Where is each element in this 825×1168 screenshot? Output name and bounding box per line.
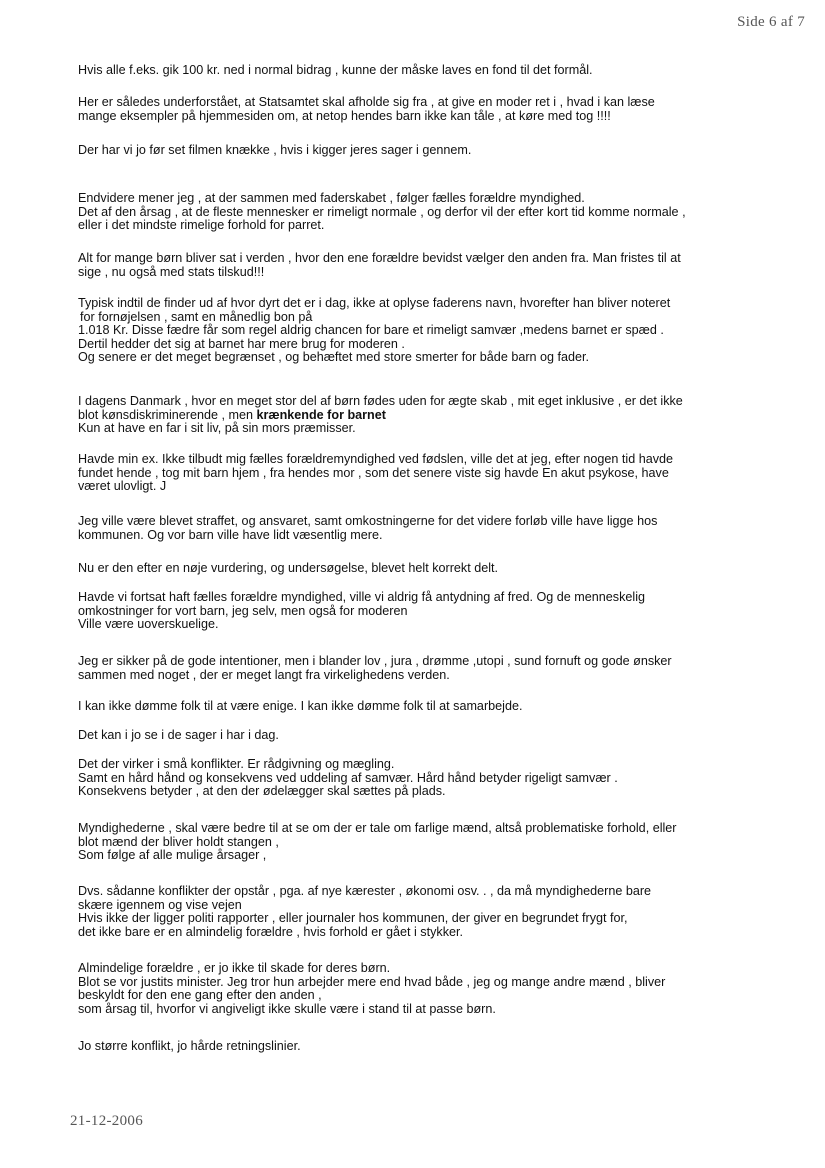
- paragraph: [78, 1040, 301, 1054]
- text-line: kommunen. Og vor barn ville have lidt væsentlig mere.: [78, 527, 383, 542]
- text-line: Myndighederne , skal være bedre til at se om der er tale om farlige mænd, altså problematiske forhold, eller: [78, 821, 677, 835]
- text-line: Det af den årsag , at de fleste mennesker er rimeligt normale , og derfor vil der efter kort tid komme normale ,: [78, 204, 686, 219]
- text-line: Dertil hedder det sig at barnet har mere brug for moderen .: [78, 336, 405, 351]
- paragraph: [78, 144, 471, 158]
- paragraph: [78, 297, 670, 365]
- paragraph: [78, 192, 686, 233]
- paragraph: [78, 453, 673, 494]
- text-line: omkostninger for vort barn, jeg selv, men også for moderen: [78, 603, 408, 618]
- text-line: skære igennem og vise vejen: [78, 897, 242, 912]
- text-line: I dagens Danmark , hvor en meget stor del af børn fødes uden for ægte skab , mit eget inklusive , er det ikke: [78, 394, 683, 408]
- text-line: Nu er den efter en nøje vurdering, og undersøgelse, blevet helt korrekt delt.: [78, 561, 499, 575]
- text-line: 1.018 Kr. Disse fædre får som regel aldrig chancen for bare et rimeligt samvær ,medens barnet er spæd .: [78, 323, 664, 337]
- paragraph: [78, 591, 645, 632]
- text-line: Havde min ex. Ikke tilbudt mig fælles forældremyndighed ved fødslen, ville det at jeg, efter nogen tid havde: [78, 452, 674, 466]
- footer-date: 21-12-2006: [70, 1113, 143, 1129]
- paragraph: [78, 395, 683, 436]
- text-line: været ulovligt. J: [78, 479, 167, 493]
- text-line: Der har vi jo før set filmen knække , hvis i kigger jeres sager i gennem.: [78, 143, 472, 157]
- paragraph: [78, 64, 593, 78]
- text-line: Det der virker i små konflikter. Er rådgivning og mægling.: [78, 757, 395, 771]
- text-line: Hvis alle f.eks. gik 100 kr. ned i normal bidrag , kunne der måske laves en fond til det formål.: [78, 63, 593, 77]
- paragraph: [78, 822, 677, 863]
- text-line: Blot se vor justits minister. Jeg tror hun arbejder mere end hvad både , jeg og mange andre mænd , bliver: [78, 974, 666, 989]
- text-line: Endvidere mener jeg , at der sammen med faderskabet , følger fælles forældre myndighed.: [78, 191, 585, 205]
- text-line: eller i det mindste rimelige forhold for parret.: [78, 218, 325, 232]
- text-line: Jeg ville være blevet straffet, og ansvaret, samt omkostningerne for det videre forløb ville have ligge hos: [78, 514, 658, 528]
- text-line: Jeg er sikker på de gode intentioner, men i blander lov , jura , drømme ,utopi , sund fornuft og gode ønsker: [78, 654, 672, 668]
- text-line: I kan ikke dømme folk til at være enige. I kan ikke dømme folk til at samarbejde.: [78, 699, 523, 713]
- text-line: Her er således underforstået, at Statsamtet skal afholde sig fra , at give en moder ret i , hvad i kan læse: [78, 95, 655, 109]
- text-line: Hvis ikke der ligger politi rapporter , eller journaler hos kommunen, der giver en begrundet frygt for,: [78, 911, 628, 925]
- text-line: Typisk indtil de finder ud af hvor dyrt det er i dag, ikke at oplyse faderens navn, hvorefter han bliver noteret: [78, 296, 671, 310]
- text-line: Konsekvens betyder , at den der ødelægger skal sættes på plads.: [78, 784, 446, 798]
- text-line: Ville være uoverskuelige.: [78, 617, 219, 631]
- paragraph: [78, 962, 665, 1016]
- text-line: sammen med noget , der er meget langt fra virkelighedens verden.: [78, 667, 450, 682]
- paragraph: [78, 252, 681, 279]
- text-line: det ikke bare er en almindelig forældre , hvis forhold er gået i stykker.: [78, 924, 463, 939]
- text-line: Havde vi fortsat haft fælles forældre myndighed, ville vi aldrig få antydning af fred. Og de menneskelig: [78, 590, 646, 604]
- text-line: Dvs. sådanne konflikter der opstår , pga. af nye kærester , økonomi osv. . , da må myndighederne bare: [78, 884, 652, 898]
- text-line: Kun at have en far i sit liv, på sin mors præmisser.: [78, 421, 356, 435]
- text-line: sige , nu også med stats tilskud!!!: [78, 264, 265, 279]
- paragraph: [78, 96, 655, 123]
- text-line: mange eksempler på hjemmesiden om, at netop hendes barn ikke kan tåle , at køre med tog !!!!: [78, 108, 611, 123]
- text-line: Det kan i jo se i de sager i har i dag.: [78, 728, 279, 742]
- paragraph: [78, 885, 651, 939]
- paragraph: [78, 655, 672, 682]
- text-line: for fornøjelsen , samt en månedlig bon på: [80, 309, 313, 324]
- text-line: fundet hende , tog mit barn hjem , fra hendes mor , som det senere viste sig havde En akut psykose, have: [78, 465, 669, 480]
- text-line: Alt for mange børn bliver sat i verden , hvor den ene forældre bevidst vælger den anden fra. Man fristes til at: [78, 251, 681, 265]
- text-line: blot mænd der bliver holdt stangen ,: [78, 834, 279, 849]
- paragraph: [78, 700, 522, 714]
- text-line: Jo større konflikt, jo hårde retningslinier.: [78, 1039, 301, 1053]
- paragraph: [78, 729, 279, 743]
- text-line: som årsag til, hvorfor vi angiveligt ikke skulle være i stand til at passe børn.: [78, 1001, 496, 1016]
- emphasis-text: krænkende for barnet: [256, 407, 386, 422]
- paragraph: [78, 758, 618, 799]
- text-line: Som følge af alle mulige årsager ,: [78, 848, 267, 862]
- page-number: Side 6 af 7: [737, 14, 805, 30]
- text-line: Almindelige forældre , er jo ikke til skade for deres børn.: [78, 961, 391, 975]
- paragraph: [78, 562, 498, 576]
- paragraph: [78, 515, 657, 542]
- text-run: blot kønsdiskriminerende , men: [78, 407, 257, 422]
- text-line: Samt en hård hånd og konsekvens ved uddeling af samvær. Hård hånd betyder rigeligt samvær .: [78, 770, 618, 785]
- text-line: beskyldt for den ene gang efter den anden ,: [78, 988, 322, 1002]
- text-line: Og senere er det meget begrænset , og behæftet med store smerter for både barn og fader.: [78, 350, 590, 364]
- text-line: [78, 409, 683, 423]
